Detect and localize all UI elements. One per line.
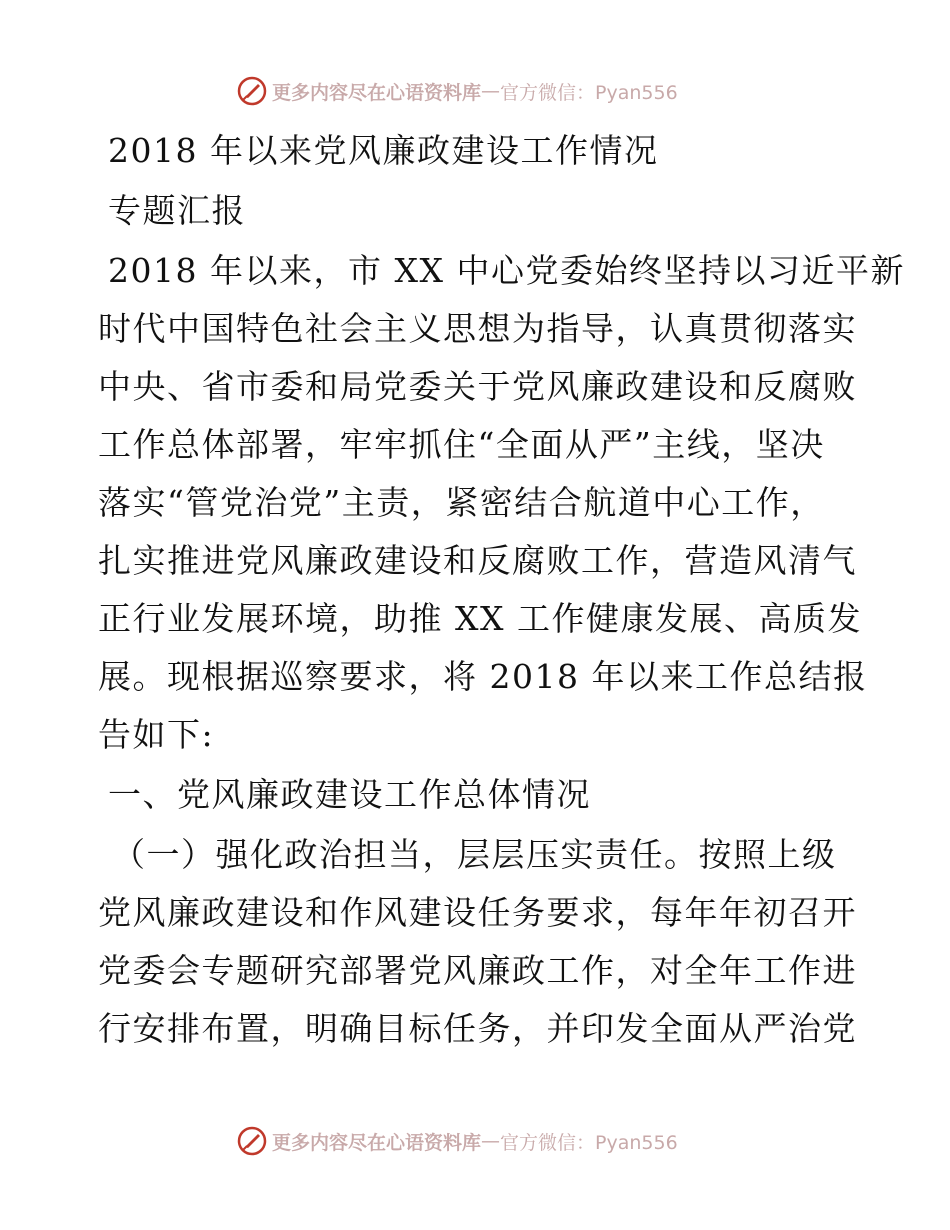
paragraph-line: 落实“管党治党”主责，紧密结合航道中心工作，: [98, 483, 825, 522]
paragraph-line: 2018 年以来，市 XX 中心党委始终坚持以习近平新: [108, 251, 905, 290]
paragraph-line: （一）强化政治担当，层层压实责任。按照上级: [112, 835, 837, 874]
footer-watermark: [236, 1124, 678, 1158]
paragraph-line: 正行业发展环境，助推 XX 工作健康发展、高质发: [98, 599, 862, 638]
watermark-separator: —: [481, 1130, 501, 1152]
header-watermark: [236, 74, 678, 108]
paragraph-line: 时代中国特色社会主义思想为指导，认真贯彻落实: [98, 309, 857, 348]
paragraph-line: 告如下:: [98, 715, 215, 754]
intro-paragraph: [98, 242, 905, 764]
paragraph-line: 中央、省市委和局党委关于党风廉政建设和反腐败: [98, 367, 857, 406]
paragraph-line: 党委会专题研究部署党风廉政工作，对全年工作进: [98, 951, 857, 990]
paragraph-line: 党风廉政建设和作风建设任务要求，每年年初召开: [98, 893, 857, 932]
section-paragraph: [98, 826, 858, 1058]
paragraph-line: 行安排布置，明确目标任务，并印发全面从严治党: [98, 1009, 857, 1048]
document-subtitle: 专题汇报: [108, 191, 246, 230]
section-heading: 一、党风廉政建设工作总体情况: [108, 775, 591, 814]
watermark-contact: 官方微信：Pyan556: [500, 1131, 678, 1154]
watermark-contact: 官方微信：Pyan556: [500, 81, 678, 104]
feather-logo-icon: [236, 1125, 268, 1157]
paragraph-line: 展。现根据巡察要求，将 2018 年以来工作总结报: [98, 657, 868, 696]
document-title: 2018 年以来党风廉政建设工作情况: [108, 131, 659, 170]
document-body: [98, 122, 905, 1058]
watermark-text: 更多内容尽在心语资料库: [272, 1131, 482, 1154]
paragraph-line: 工作总体部署，牢牢抓住“全面从严”主线，坚决: [98, 425, 825, 464]
paragraph-line: 扎实推进党风廉政建设和反腐败工作，营造风清气: [98, 541, 857, 580]
watermark-separator: —: [481, 80, 501, 102]
feather-logo-icon: [236, 75, 268, 107]
watermark-text: 更多内容尽在心语资料库: [272, 81, 482, 104]
